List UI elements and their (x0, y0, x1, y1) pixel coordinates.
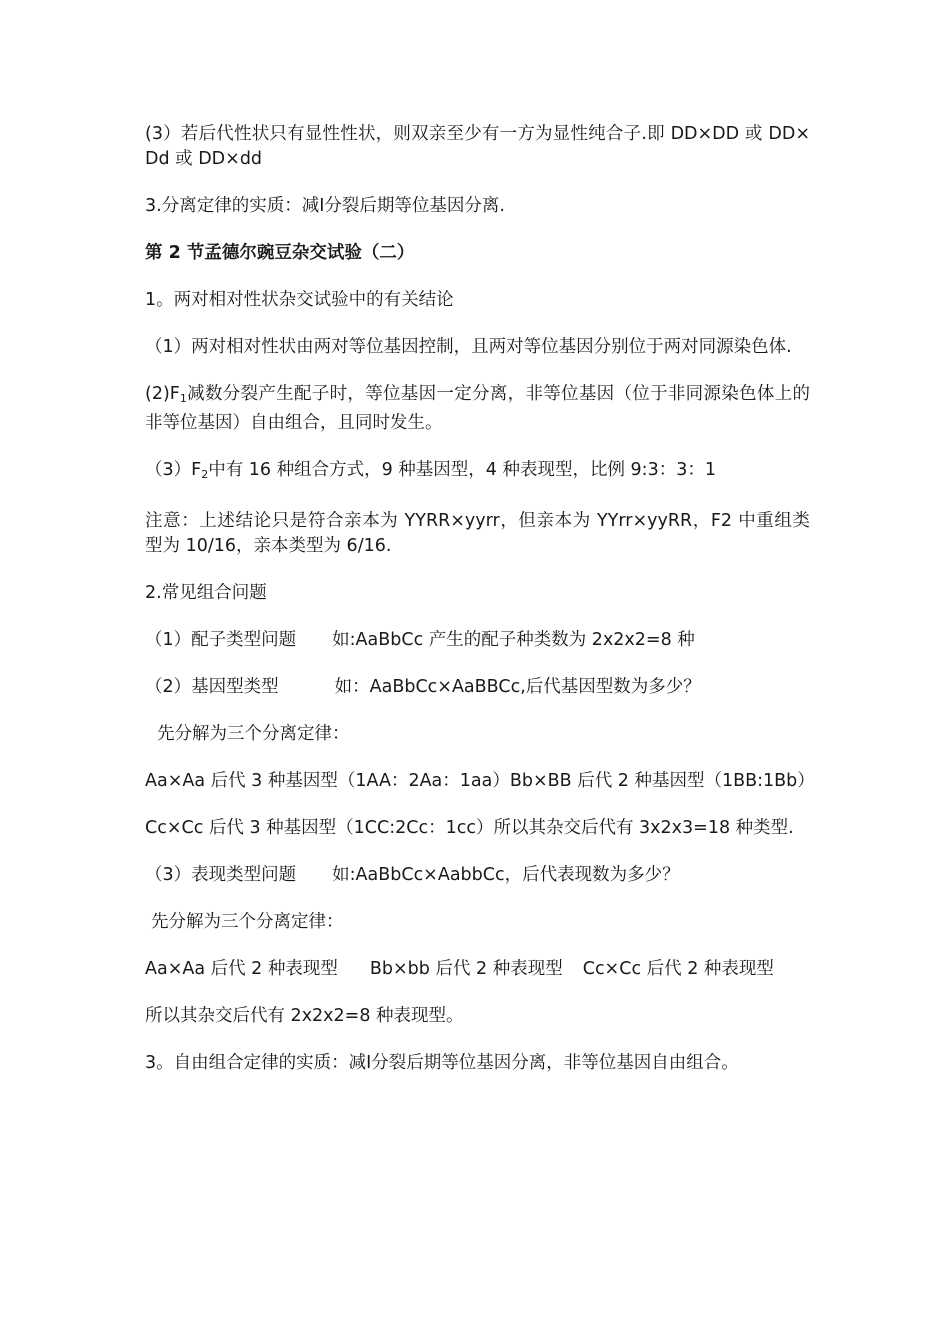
paragraph-common-problems: 2.常见组合问题 (145, 583, 267, 603)
subscript-1: 1 (179, 392, 187, 405)
paragraph-gamete-types (145, 628, 810, 653)
paragraph-aa-bb-genotypes: Aa×Aa 后代 3 种基因型（1AA：2Aa：1aa）Bb×BB 后代 2 种基因型（1BB:1Bb） (145, 771, 815, 791)
phenotype-types-label: （3）表现类型问题 (145, 865, 297, 885)
gamete-types-label: （1）配子类型问题 (145, 630, 297, 650)
paragraph-segregation-essence: 3.分离定律的实质：减Ⅰ分裂后期等位基因分离. (145, 196, 505, 216)
paragraph-dominant-offspring: (3）若后代性状只有显性性状，则双亲至少有一方为显性纯合子.即 DD×DD 或 DD×Dd 或 DD×dd (145, 124, 810, 169)
phenotype-types-example: 如:AaBbCc×AabbCc，后代表现数为多少？ (332, 865, 680, 885)
phenotype-bb: Bb×bb 后代 2 种表现型 (369, 959, 563, 979)
conclusion-2-prefix: (2)F (145, 384, 180, 404)
phenotype-aa: Aa×Aa 后代 2 种表现型 (145, 959, 338, 979)
subscript-2: 2 (201, 468, 209, 481)
section-heading: 第 2 节孟德尔豌豆杂交试验（二） (145, 243, 415, 263)
paragraph-phenotype-types (145, 863, 810, 888)
paragraph-conclusion-3 (145, 458, 810, 487)
genotype-types-label: （2）基因型类型 (145, 677, 279, 697)
conclusion-3-text: 中有 16 种组合方式，9 种基因型，4 种表现型，比例 9:3：3：1 (208, 460, 716, 480)
conclusion-3-prefix: （3）F (145, 460, 202, 480)
paragraph-independent-assortment: 3。自由组合定律的实质：减Ⅰ分裂后期等位基因分离，非等位基因自由组合。 (145, 1053, 739, 1073)
paragraph-phenotype-breakdown (145, 957, 810, 982)
genotype-types-example: 如：AaBbCc×AaBBCc,后代基因型数为多少？ (334, 677, 701, 697)
paragraph-note: 注意：上述结论只是符合亲本为 YYRR×yyrr，但亲本为 YYrr×yyRR，F2 中重组类型为 10/16，亲本类型为 6/16. (145, 511, 810, 556)
phenotype-cc: Cc×Cc 后代 2 种表现型 (582, 959, 774, 979)
paragraph-conclusion-1: （1）两对相对性状由两对等位基因控制，且两对等位基因分别位于两对同源染色体. (145, 337, 792, 357)
paragraph-decompose-2: 先分解为三个分离定律： (151, 912, 344, 932)
paragraph-decompose-1: 先分解为三个分离定律： (157, 724, 350, 744)
paragraph-conclusion-2 (145, 382, 810, 436)
paragraph-cc-genotypes: Cc×Cc 后代 3 种基因型（1CC:2Cc：1cc）所以其杂交后代有 3x2x3=18 种类型. (145, 818, 794, 838)
paragraph-phenotype-total: 所以其杂交后代有 2x2x2=8 种表现型。 (145, 1006, 464, 1026)
document-page (145, 122, 815, 1098)
paragraph-genotype-types (145, 675, 810, 700)
conclusion-2-text: 减数分裂产生配子时，等位基因一定分离，非等位基因（位于非同源染色体上的非等位基因）自由组合，且同时发生。 (145, 384, 810, 433)
gamete-types-example: 如:AaBbCc 产生的配子种类数为 2x2x2=8 种 (332, 630, 695, 650)
paragraph-dihybrid-conclusions: 1。两对相对性状杂交试验中的有关结论 (145, 290, 454, 310)
